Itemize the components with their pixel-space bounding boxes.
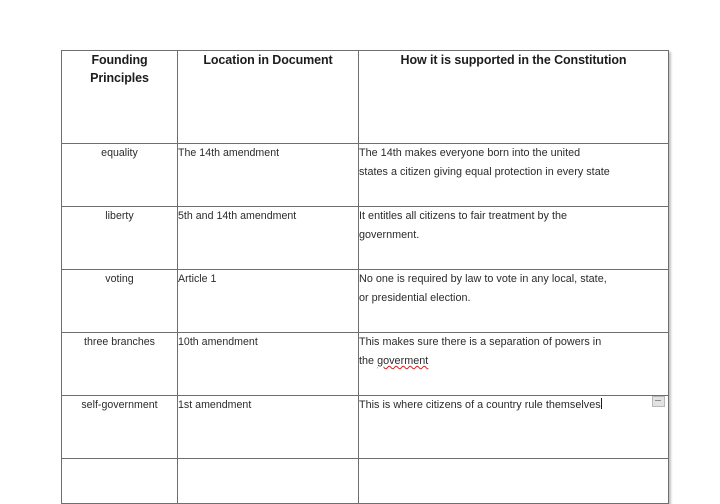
cell-support-active[interactable] (359, 396, 669, 459)
column-header-location-in-document[interactable] (178, 51, 359, 144)
table-row (62, 144, 669, 207)
table-row (62, 207, 669, 270)
text-caret-icon (601, 398, 602, 409)
cell-location[interactable] (178, 207, 359, 270)
founding-principles-table[interactable] (61, 50, 669, 504)
table-row (62, 270, 669, 333)
support-line-1-text: This is where citizens of a country rule themselves (359, 399, 601, 411)
location-value: Article 1 (178, 273, 217, 285)
cell-location[interactable] (178, 144, 359, 207)
principle-value: liberty (105, 210, 134, 222)
support-line-2-prefix: the (359, 355, 378, 368)
table-header-row (62, 51, 669, 144)
support-line-1: This makes sure there is a separation of powers in (359, 336, 602, 348)
column-header-founding-principles-line2: Principles (90, 71, 149, 86)
support-line-2 (359, 352, 668, 371)
cell-support[interactable] (359, 270, 669, 333)
support-line-1: The 14th makes everyone born into the united (359, 147, 581, 159)
cell-principle[interactable] (62, 207, 178, 270)
column-header-location-in-document-label: Location in Document (203, 53, 333, 67)
support-line-2: or presidential election. (359, 292, 471, 305)
principle-value: equality (101, 147, 138, 159)
location-value: 10th amendment (178, 336, 258, 348)
support-line-1: It entitles all citizens to fair treatment by the (359, 210, 568, 222)
cell-principle[interactable] (62, 144, 178, 207)
table-header (62, 51, 669, 144)
cell-principle[interactable] (62, 333, 178, 396)
support-line-2: states a citizen giving equal protection in every state (359, 166, 610, 179)
cell-support[interactable] (359, 459, 669, 504)
cell-principle[interactable] (62, 396, 178, 459)
location-value: 1st amendment (178, 399, 252, 411)
principle-value: three branches (84, 336, 155, 348)
principle-value: voting (105, 273, 134, 285)
cell-location[interactable] (178, 270, 359, 333)
location-value: 5th and 14th amendment (178, 210, 297, 222)
cell-support[interactable] (359, 144, 669, 207)
cell-support[interactable] (359, 207, 669, 270)
table-row-empty (62, 459, 669, 504)
support-line-1 (359, 396, 668, 415)
misspelled-word[interactable]: goverment (377, 355, 429, 368)
column-header-founding-principles-line1: Founding (91, 53, 148, 67)
table-row (62, 333, 669, 396)
support-line-2: government. (359, 229, 420, 242)
cell-principle[interactable] (62, 459, 178, 504)
resize-handle-icon[interactable] (652, 396, 665, 407)
column-header-founding-principles[interactable] (62, 51, 178, 144)
column-header-how-supported-label: How it is supported in the Constitution (400, 53, 627, 67)
support-line-1: No one is required by law to vote in any local, state, (359, 273, 607, 285)
cell-principle[interactable] (62, 270, 178, 333)
column-header-how-supported[interactable] (359, 51, 669, 144)
table-row (62, 396, 669, 459)
cell-location[interactable] (178, 396, 359, 459)
cell-support[interactable] (359, 333, 669, 396)
table-body (62, 144, 669, 504)
cell-location[interactable] (178, 333, 359, 396)
location-value: The 14th amendment (178, 147, 280, 159)
principle-value: self-government (81, 399, 158, 411)
cell-location[interactable] (178, 459, 359, 504)
